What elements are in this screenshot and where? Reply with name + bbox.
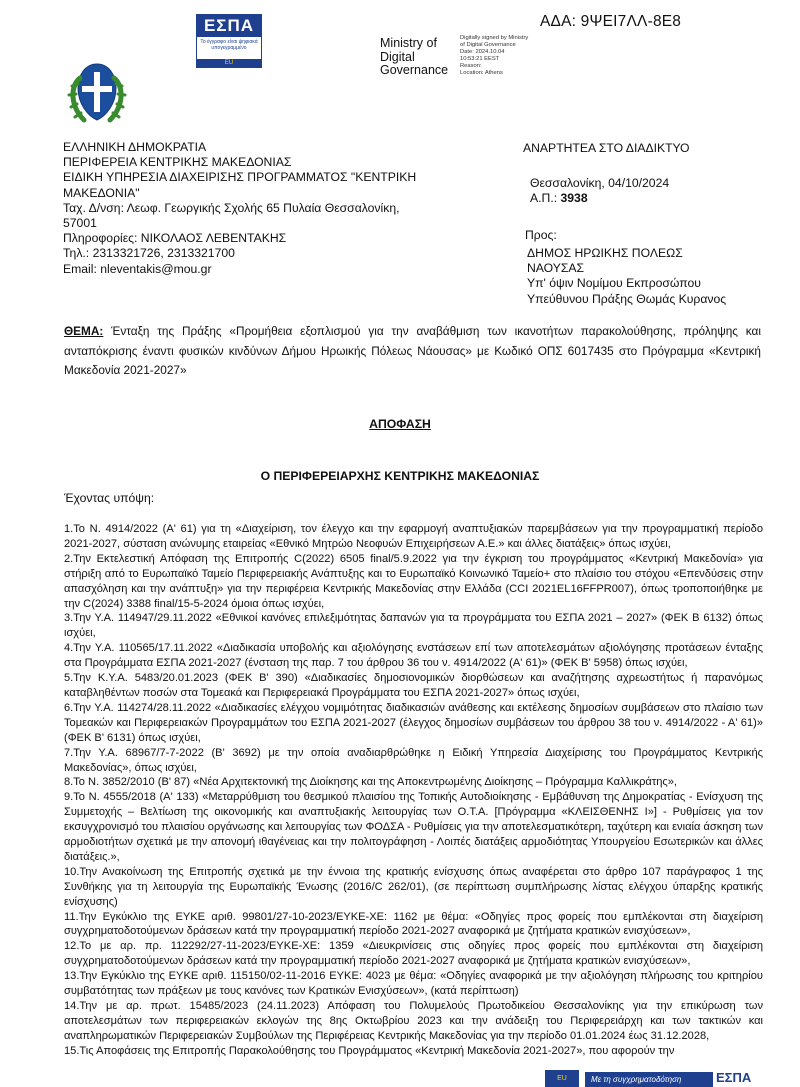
sender-line: Πληροφορίες: ΝΙΚΟΛΑΟΣ ΛΕΒΕΝΤΑΚΗΣ xyxy=(63,231,287,246)
list-item: 11.Την Εγκύκλιο της ΕΥΚΕ αριθ. 99801/27-10-2023/ΕΥΚΕ-ΧΕ: 1162 με θέμα: «Οδηγίες προς φορείς που εμπλέκονται στη διαχείριση συγχρηματοδοτούμενων δράσεων κατά την προγραμματική περίοδο 2021-2027 αναφορικά με ζητήματα κρατικών ενισχύσεων», xyxy=(64,910,763,938)
sender-line: ΕΛΛΗΝΙΚΗ ΔΗΜΟΚΡΑΤΙΑ xyxy=(63,140,207,154)
list-item: 8.Το Ν. 3852/2010 (Β' 87) «Νέα Αρχιτεκτονική της Διοίκησης και της Αποκεντρωμένης Διοίκησης – Πρόγραμμα Καλλικράτης», xyxy=(64,776,677,789)
footer-espa-logo: ΕΣΠΑ xyxy=(716,1070,752,1085)
recipient-line: Υπ' όψιν Νομίμου Εκπροσώπου xyxy=(527,276,701,291)
list-item: 6.Την Υ.Α. 114274/28.11.2022 «Διαδικασίες ελέγχου νομιμότητας διαδικασιών ανάθεσης και εκτέλεσης δημοσίων συμβάσεων στο πλαίσιο των Τομεακών και Περιφερειακών Προγραμμάτων του ΕΣΠΑ 2021-2027 (έλεγχος δημοσίων συμβάσεων του άρθρου 38 του ν. 4914/2022 - Α' 61)» (ΦΕΚ Β' 6131) όπως ισχύει, xyxy=(64,701,763,744)
list-item: 2.Την Εκτελεστική Απόφαση της Επιτροπής C(2022) 6505 final/5.9.2022 για την έγκριση του προγράμματος «Κεντρική Μακεδονία» για στήριξη από το Ευρωπαϊκό Ταμείο Περιφερειακής Ανάπτυξης και το Ευρωπαϊκό Κοινωνικό Ταμείο+ στο πλαίσιο του στόχου «Επενδύσεις στην απασχόληση και την ανάπτυξη» για την περιφέρεια Κεντρικής Μακεδονίας στην Ελλάδα (CCI 2021EL16FFPR007), όπως τροποποιήθηκε με την C(2024) 3388 final/15-5-2024 όμοια όπως ισχύει, xyxy=(64,552,763,610)
list-item: 15.Τις Αποφάσεις της Επιτροπής Παρακολούθησης του Προγράμματος «Κεντρική Μακεδονία 2021-2027», που αφορούν την xyxy=(64,1044,675,1057)
greek-emblem-icon xyxy=(64,50,130,132)
official-title: Ο ΠΕΡΙΦΕΡΕΙΑΡΧΗΣ ΚΕΝΤΡΙΚΗΣ ΜΑΚΕΔΟΝΙΑΣ xyxy=(260,469,540,483)
signature-line: Reason: xyxy=(460,62,482,69)
cofunding-banner: Με τη συγχρηματοδότηση xyxy=(585,1072,713,1087)
document-date: Θεσσαλονίκη, 04/10/2024 xyxy=(530,176,670,190)
recipient-block xyxy=(527,246,726,307)
protocol-label: Α.Π.: xyxy=(530,191,561,205)
considering-list xyxy=(64,522,763,1059)
signature-line: Location: Athens xyxy=(460,69,503,76)
sender-line: ΜΑΚΕΔΟΝΙΑ" xyxy=(63,185,140,200)
recipient-line: ΔΗΜΟΣ ΗΡΩΙΚΗΣ ΠΟΛΕΩΣ xyxy=(527,246,683,260)
signature-line: Digitally signed by Ministry xyxy=(460,35,529,41)
sender-line: 57001 xyxy=(63,216,97,231)
list-item: 5.Την Κ.Υ.Α. 5483/20.01.2023 (ΦΕΚ Β' 390) «Διαδικασίες δημοσιονομικών διορθώσεων και αναζήτησης αχρεωστήτως ή παρανόμως καταβληθέντων ποσών στα Τομεακά και Περιφερειακά Προγράμματα του ΕΣΠΑ 2021-2027» όπως ισχύει, xyxy=(64,672,763,699)
list-item: 12.Το με αρ. πρ. 112292/27-11-2023/ΕΥΚΕ-ΧΕ: 1359 «Διευκρινίσεις στις οδηγίες προς φορείς που εμπλέκονται στη διαχείριση συγχρηματοδοτούμενων δράσεων κατά την προγραμματική περίοδο 2021-2027 αναφορικά με ζητήματα κρατικών ενισχύσεων», xyxy=(64,940,763,968)
list-item: 1.Το Ν. 4914/2022 (Α' 61) για τη «Διαχείριση, τον έλεγχο και την εφαρμογή αναπτυξιακών παρεμβάσεων για την προγραμματική περίοδο 2021-2027, σύσταση ανώνυμης εταιρείας «Εθνικό Μητρώο Νεοφυών Επιχειρήσεων Α.Ε.» και άλλες διατάξεις» όπως ισχύει, xyxy=(64,523,763,550)
list-item: 13.Την Εγκύκλιο της ΕΥΚΕ αριθ. 115150/02-11-2016 ΕΥΚΕ: 4023 με θέμα: «Οδηγίες αναφορικά με την αξιολόγηση πλήρωσης του κριτηρίου συμβατότητας των πράξεων με τους κανόνες των Κρατικών Ενισχύσεων», (κατά περίπτωση) xyxy=(64,970,763,998)
list-item: 4.Την Υ.Α. 110565/17.11.2022 «Διαδικασία υποβολής και αξιολόγησης ενστάσεων επί των αποτελεσμάτων αξιολόγησης προτάσεων ένταξης στα Προγράμματα ΕΣΠΑ 2021-2027 (ένσταση της παρ. 7 του άρθρου 36 του ν. 4914/2022 (Α' 61)» (ΦΕΚ Β' 5958) όπως ισχύει, xyxy=(64,642,763,670)
subject-label: ΘΕΜΑ: xyxy=(64,324,104,338)
sender-block xyxy=(63,140,416,277)
digital-signature xyxy=(460,35,528,76)
sender-email: Email: nleventakis@mou.gr xyxy=(63,261,212,276)
posting-notice: ΑΝΑΡΤΗΤΕΑ ΣΤΟ ΔΙΑΔΙΚΤΥΟ xyxy=(523,141,690,155)
ada-code: ΑΔΑ: 9ΨΕΙ7ΛΛ-8Ε8 xyxy=(540,13,682,30)
eu-flag-icon: EU xyxy=(545,1070,579,1087)
subject-text: Ένταξη της Πράξης «Προμήθεια εξοπλισμού για την αναβάθμιση των ικανοτήτων παρακολούθησης, πρόληψης και ανταπόκρισης έναντι φυσικών κινδύνων Δήμου Ηρωικής Πόλεως Νάουσας» με Κωδικό ΟΠΣ 6017435 στο Πρόγραμμα «Κεντρική Μακεδονία 2021-2027» xyxy=(64,324,761,378)
sender-line: ΕΙΔΙΚΗ ΥΠΗΡΕΣΙΑ ΔΙΑΧΕΙΡΙΣΗΣ ΠΡΟΓΡΑΜΜΑΤΟΣ "ΚΕΝΤΡΙΚΗ xyxy=(63,170,417,185)
decision-title: ΑΠΟΦΑΣΗ xyxy=(369,417,431,431)
list-item: 9.Το Ν. 4555/2018 (Α' 133) «Μεταρρύθμιση του θεσμικού πλαισίου της Τοπικής Αυτοδιοίκησης - Εμβάθυνση της Δημοκρατίας - Ενίσχυση της Συμμετοχής – Βελτίωση της οικονομικής και αναπτυξιακής λειτουργίας των Ο.Τ.Α. [Πρόγραμμα «ΚΛΕΙΣΘΕΝΗΣ Ι»] - Ρυθμίσεις για τον εκσυγχρονισμό του πλαισίου οργάνωσης και λειτουργίας των ΦΟΔΣΑ - Ρυθμίσεις για την αποτελεσματικότερη, ταχύτερη και ενιαία άσκηση των αρμοδιοτήτων σχετικά με την απονομή ιθαγένειας και την πολιτογράφηση - Λοιπές διατάξεις αρμοδιότητας Υπουργείου Εσωτερικών και άλλες διατάξεις.», xyxy=(64,791,763,863)
sender-line: Τηλ.: 2313321726, 2313321700 xyxy=(63,246,235,261)
list-item: 7.Την Υ.Α. 68967/7-7-2022 (Β' 3692) με την οποία αναδιαρθρώθηκε η Ειδική Υπηρεσία Διαχείρισης του Προγράμματος Κεντρικής Μακεδονίας», όπως ισχύει, xyxy=(64,746,763,774)
espa-logo xyxy=(196,14,262,68)
protocol-value: 3938 xyxy=(560,191,588,205)
signature-line: Date: 2024.10.04 xyxy=(460,48,505,55)
ministry-line: Ministry of xyxy=(380,36,437,50)
espa-logo-title: ΕΣΠΑ xyxy=(197,15,261,37)
ministry-name xyxy=(380,37,448,78)
recipient-line: Υπεύθυνου Πράξης Θωμάς Κυρανος xyxy=(527,291,727,306)
list-item: 10.Την Ανακοίνωση της Επιτροπής σχετικά με την έννοια της κρατικής ενίσχυσης όπως αναφέρεται στο άρθρο 107 παράγραφος 1 της Συνθήκης για τη λειτουργία της Ευρωπαϊκής Ένωσης (2016/C 262/01), (σε περίπτωση συμπλήρωσης λίστας ελέγχου ύπαρξης κρατικής ενίσχυσης) xyxy=(64,865,763,908)
considering-heading: Έχοντας υπόψη: xyxy=(64,491,155,505)
list-item: 14.Την με αρ. πρωτ. 15485/2023 (24.11.2023) Απόφαση του Πολυμελούς Πρωτοδικείου Θεσσαλονίκης για την επικύρωση των αποτελεσμάτων των περιφερειακών εκλογών της 8ης Οκτωβρίου 2023 και την ανάδειξη του Περιφερειάρχη και των τακτικών και αναπληρωματικών Περιφερειακών Συμβούλων της Περιφέρειας Κεντρικής Μακεδονίας για την περίοδο 01.01.2024 έως 31.12.2028, xyxy=(64,1000,763,1042)
subject xyxy=(64,322,761,381)
sender-line: ΠΕΡΙΦΕΡΕΙΑ ΚΕΝΤΡΙΚΗΣ ΜΑΚΕΔΟΝΙΑΣ xyxy=(63,155,292,170)
recipient-line: ΝΑΟΥΣΑΣ xyxy=(527,261,585,276)
ministry-line: Governance xyxy=(380,63,449,77)
list-item: 3.Την Υ.Α. 114947/29.11.2022 «Εθνικοί κανόνες επιλεξιμότητας δαπανών για τα προγράμματα του ΕΣΠΑ 2021 – 2027» (ΦΕΚ Β 6132) όπως ισχύει, xyxy=(64,612,763,640)
signature-line: 10:53:21 EEST xyxy=(460,55,500,62)
protocol-number xyxy=(530,191,669,206)
sender-line: Ταχ. Δ/νση: Λεωφ. Γεωργικής Σχολής 65 Πυλαία Θεσσαλονίκη, xyxy=(63,200,400,215)
espa-logo-subtitle: Το έγγραφο είναι ψηφιακά υπογεγραμμένο xyxy=(200,39,258,51)
date-block xyxy=(530,176,669,206)
recipient-label: Προς: xyxy=(525,228,557,242)
signature-line: of Digital Governance xyxy=(460,41,516,48)
eu-flag-icon: EU xyxy=(197,59,261,67)
ministry-line: Digital xyxy=(380,49,415,64)
